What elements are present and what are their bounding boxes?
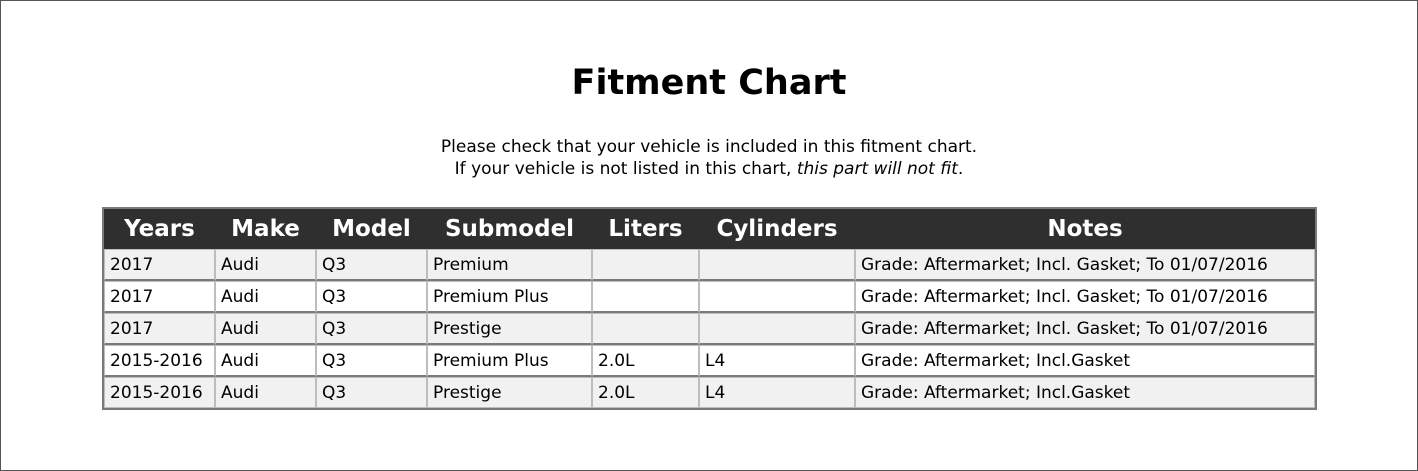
cell-make: Audi	[215, 281, 316, 313]
intro-line-1: Please check that your vehicle is included in this fitment chart.	[440, 137, 978, 157]
cell-notes: Grade: Aftermarket; Incl.Gasket	[855, 345, 1315, 377]
cell-liters	[592, 281, 699, 313]
intro-line-2-emphasis: this part will not fit	[796, 159, 958, 179]
column-header-cylinders: Cylinders	[699, 209, 855, 249]
cell-years: 2017	[104, 313, 215, 345]
cell-submodel: Prestige	[427, 377, 592, 408]
cell-cylinders	[699, 249, 855, 281]
cell-liters	[592, 249, 699, 281]
cell-liters: 2.0L	[592, 377, 699, 408]
column-header-submodel: Submodel	[427, 209, 592, 249]
table-row	[104, 313, 1315, 345]
cell-years: 2017	[104, 281, 215, 313]
column-header-make: Make	[215, 209, 316, 249]
cell-make: Audi	[215, 249, 316, 281]
cell-submodel: Prestige	[427, 313, 592, 345]
table-row	[104, 249, 1315, 281]
cell-years: 2015-2016	[104, 345, 215, 377]
cell-model: Q3	[316, 313, 427, 345]
cell-submodel: Premium Plus	[427, 281, 592, 313]
cell-submodel: Premium Plus	[427, 345, 592, 377]
cell-notes: Grade: Aftermarket; Incl.Gasket	[855, 377, 1315, 408]
cell-submodel: Premium	[427, 249, 592, 281]
cell-make: Audi	[215, 377, 316, 408]
table-row	[104, 281, 1315, 313]
cell-cylinders: L4	[699, 345, 855, 377]
cell-make: Audi	[215, 345, 316, 377]
cell-make: Audi	[215, 313, 316, 345]
table-row	[104, 345, 1315, 377]
intro-line-2	[1, 158, 1417, 180]
cell-cylinders	[699, 313, 855, 345]
cell-liters	[592, 313, 699, 345]
cell-notes: Grade: Aftermarket; Incl. Gasket; To 01/07/2016	[855, 249, 1315, 281]
cell-years: 2017	[104, 249, 215, 281]
cell-liters: 2.0L	[592, 345, 699, 377]
table-header-row	[104, 209, 1315, 249]
cell-notes: Grade: Aftermarket; Incl. Gasket; To 01/07/2016	[855, 313, 1315, 345]
column-header-notes: Notes	[855, 209, 1315, 249]
column-header-liters: Liters	[592, 209, 699, 249]
cell-years: 2015-2016	[104, 377, 215, 408]
intro-text	[1, 136, 1417, 180]
intro-line-2-prefix: If your vehicle is not listed in this chart,	[454, 159, 797, 179]
cell-notes: Grade: Aftermarket; Incl. Gasket; To 01/07/2016	[855, 281, 1315, 313]
intro-line-2-suffix: .	[957, 159, 964, 179]
page-title: Fitment Chart	[571, 63, 847, 103]
cell-cylinders: L4	[699, 377, 855, 408]
column-header-model: Model	[316, 209, 427, 249]
cell-cylinders	[699, 281, 855, 313]
cell-model: Q3	[316, 345, 427, 377]
fitment-table	[102, 207, 1317, 410]
cell-model: Q3	[316, 281, 427, 313]
cell-model: Q3	[316, 377, 427, 408]
column-header-years: Years	[104, 209, 215, 249]
table-row	[104, 377, 1315, 408]
cell-model: Q3	[316, 249, 427, 281]
